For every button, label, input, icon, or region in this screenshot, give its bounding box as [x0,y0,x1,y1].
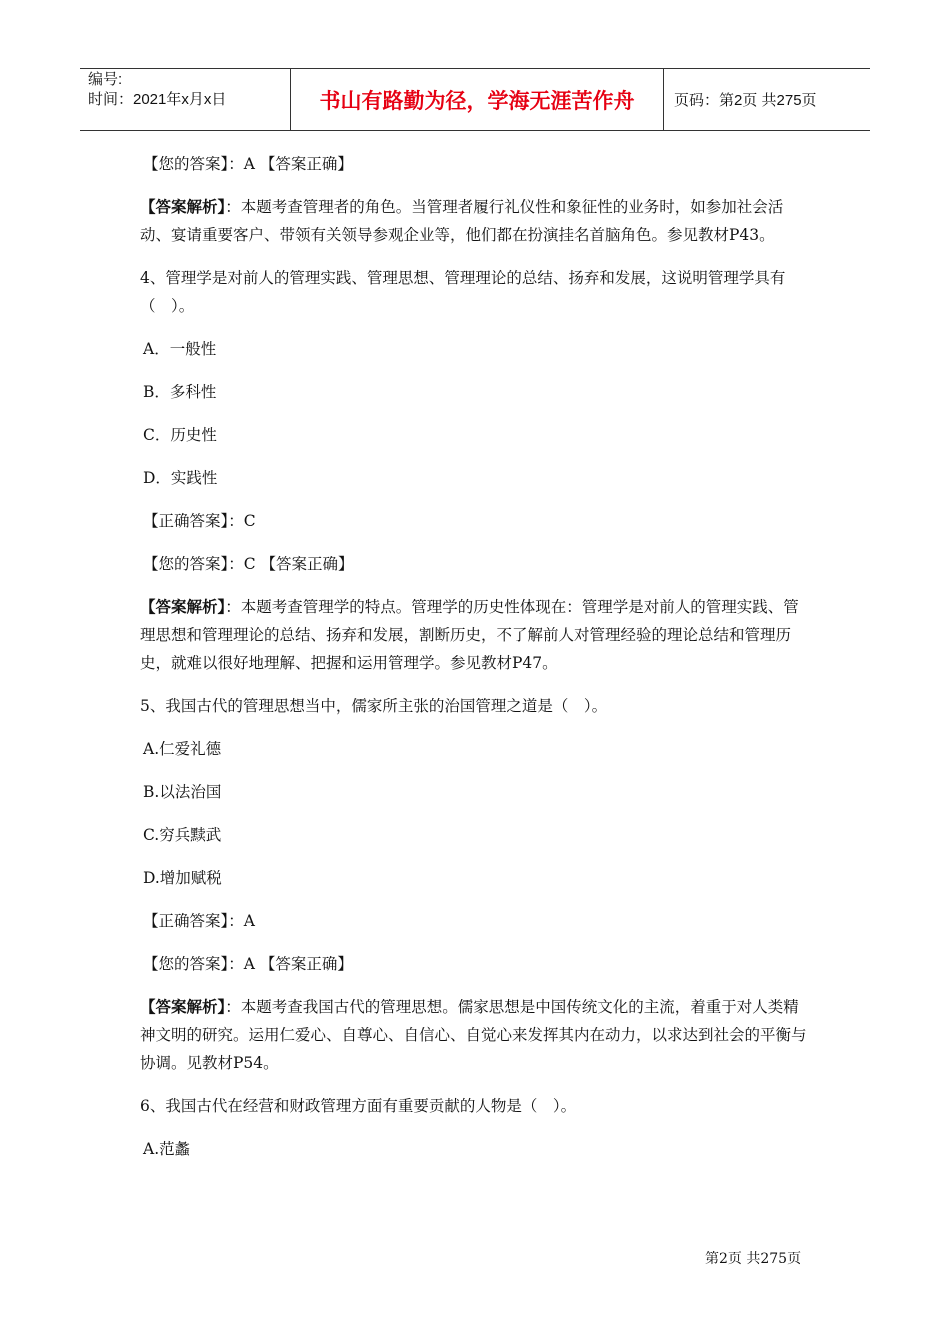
block-gap [143,849,813,864]
question-text: 4、管理学是对前人的管理实践、管理思想、管理理论的总结、扬弃和发展，这说明管理学具有（ ）。 [140,269,786,315]
block-gap [143,178,813,193]
block-gap [143,677,813,692]
page-header [80,68,870,131]
answer-line: 【您的答案】：A 【答案正确】 [143,955,353,973]
block-gap [143,249,813,264]
time-label: 时间：2021年x月x日 [88,91,227,108]
document-body [140,150,813,1163]
analysis-text: ：本题考查管理学的特点。管理学的历史性体现在：管理学是对前人的管理实践、管理思想和管理理论的总结、扬弃和发展，割断历史，不了解前人对管理经验的理论总结和管理历史，就难以很好地理解、把握和运用管理学。参见教材P47。 [140,598,799,672]
answer-line: 【正确答案】：A [143,912,255,930]
option-text: A.范蠡 [143,1140,191,1158]
block-gap [143,320,813,335]
block-gap [143,763,813,778]
analysis-text: ：本题考查管理者的角色。当管理者履行礼仪性和象征性的业务时，如参加社会活动、宴请重要客户、带领有关领导参观企业等，他们都在扮演挂名首脑角色。参见教材P43。 [140,198,784,244]
block-gap [143,1077,813,1092]
option-text: C.穷兵黩武 [143,826,222,844]
block-gap [143,978,813,993]
option-text: A．一般性 [143,340,217,358]
question-text: 5、我国古代的管理思想当中，儒家所主张的治国管理之道是（ ）。 [140,697,608,715]
analysis-label: 【答案解析】 [140,597,226,616]
question-text: 6、我国古代在经营和财政管理方面有重要贡献的人物是（ ）。 [140,1097,577,1115]
block-gap [143,578,813,593]
page-footer: 第2页 共275页 [705,1251,802,1267]
analysis-label: 【答案解析】 [140,197,226,216]
block-gap [143,492,813,507]
answer-line: 【您的答案】：C 【答案正确】 [143,555,354,573]
option-text: C．历史性 [143,426,217,444]
answer-line: 【正确答案】：C [143,512,256,530]
block-gap [143,892,813,907]
option-text: B.以法治国 [143,783,222,801]
answer-analysis [140,193,813,249]
block-gap [143,1120,813,1135]
option-text: D.增加赋税 [143,869,222,887]
option-text: B．多科性 [143,383,217,401]
block-gap [143,406,813,421]
header-motto: 书山有路勤为径，学海无涯苦作舟 [290,69,664,130]
block-gap [143,363,813,378]
header-page-info: 页码：第2页 共275页 [674,92,817,109]
header-meta [80,69,290,130]
answer-analysis [140,993,813,1077]
block-gap [143,535,813,550]
option-text: D．实践性 [143,469,218,487]
analysis-text: ：本题考查我国古代的管理思想。儒家思想是中国传统文化的主流，着重于对人类精神文明的研究。运用仁爱心、自尊心、自信心、自觉心来发挥其内在动力，以求达到社会的平衡与协调。见教材P54。 [140,998,807,1072]
option-text: A.仁爱礼德 [143,740,222,758]
block-gap [143,935,813,950]
block-gap [143,449,813,464]
number-label: 编号: [88,71,123,88]
block-gap [143,806,813,821]
block-gap [143,720,813,735]
analysis-label: 【答案解析】 [140,997,226,1016]
answer-analysis [140,593,813,677]
answer-line: 【您的答案】：A 【答案正确】 [143,155,353,173]
